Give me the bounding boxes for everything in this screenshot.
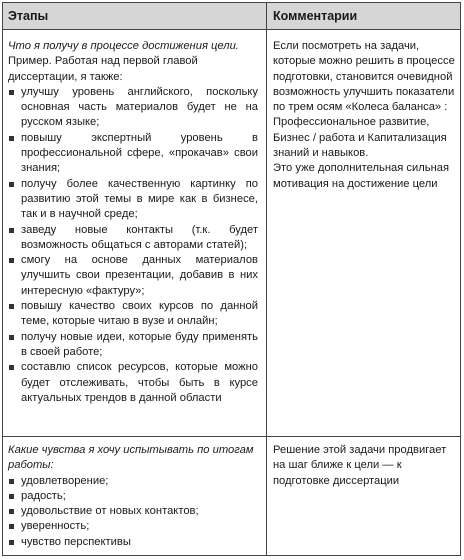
list-item <box>8 504 258 519</box>
header-stages: Этапы <box>8 9 49 23</box>
list-item <box>8 131 258 177</box>
row1-comment-1: Если посмотреть на задачи, которые можно решить в процессе подготовки, становится очевидной возможность улучшить показатели по трем осям «Колеса баланса» : Профессиональное развитие, Бизнес / работа и Капитализация знаний и навыков. <box>273 40 455 160</box>
table-header <box>3 3 460 30</box>
list-item-text: получу новые идеи, которые буду применять в своей работе; <box>21 330 258 358</box>
header-comments: Комментарии <box>273 9 358 23</box>
list-item-text: чувство перспективы <box>21 535 131 548</box>
list-item <box>8 360 258 406</box>
list-item-text: заведу новые контакты (т.к. будет возможность общаться с авторами статей); <box>21 223 258 251</box>
square-bullet-icon <box>9 335 14 340</box>
list-item-text: получу более качественную картинку по развитию этой темы в мире как в бизнесе, так и в научной среде; <box>21 177 258 221</box>
list-item <box>8 85 258 131</box>
row-divider <box>3 436 460 437</box>
list-item-text: улучшу уровень английского, поскольку основная часть материалов будет не на русском языке; <box>21 85 258 129</box>
list-item-text: удовольствие от новых контактов; <box>21 505 199 518</box>
list-item <box>8 330 258 361</box>
row2-intro-italic: Какие чувства я хочу испытывать по итогам работы: <box>8 444 254 472</box>
list-item <box>8 299 258 330</box>
list-item <box>8 177 258 223</box>
row2-comment-cell <box>273 443 455 489</box>
row1-comment-cell <box>273 39 455 192</box>
row2-feelings-list <box>8 474 258 550</box>
row2-comment: Решение этой задачи продвигает на шаг ближе к цели — к подготовке диссертации <box>273 444 447 487</box>
stages-comments-table <box>2 2 461 556</box>
row2-stages-cell <box>8 443 258 550</box>
row1-benefit-list <box>8 85 258 406</box>
square-bullet-icon <box>9 304 14 309</box>
list-item <box>8 535 258 550</box>
list-item-text: радость; <box>21 489 66 502</box>
list-item-text: удовлетворение; <box>21 474 109 487</box>
square-bullet-icon <box>9 228 14 233</box>
list-item-text: составлю список ресурсов, которые можно будет отслеживать, чтобы быть в курсе актуальных трендов в данной области <box>21 361 258 404</box>
square-bullet-icon <box>9 494 14 499</box>
square-bullet-icon <box>9 182 14 187</box>
square-bullet-icon <box>9 258 14 263</box>
list-item-text: повышу экспертный уровень в профессиональной сфере, «прокачав» свои знания; <box>21 131 258 175</box>
list-item-text: уверенность; <box>21 520 90 533</box>
list-item <box>8 223 258 254</box>
row1-intro-text: Пример. Работая над первой главой диссертации, я также: <box>8 55 198 83</box>
row1-intro-italic: Что я получу в процессе достижения цели. <box>8 40 239 52</box>
list-item <box>8 489 258 504</box>
row1-comment-2: Это уже дополнительная сильная мотивация на достижение цели <box>273 162 450 190</box>
square-bullet-icon <box>9 524 14 529</box>
row1-stages-cell <box>8 39 258 406</box>
square-bullet-icon <box>9 479 14 484</box>
square-bullet-icon <box>9 509 14 514</box>
square-bullet-icon <box>9 365 14 370</box>
column-divider <box>266 3 267 555</box>
list-item-text: повышу качество своих курсов по данной теме, которые читаю в вузе и онлайн; <box>21 300 258 328</box>
list-item <box>8 519 258 534</box>
square-bullet-icon <box>9 540 14 545</box>
square-bullet-icon <box>9 136 14 141</box>
list-item <box>8 253 258 299</box>
list-item-text: смогу на основе данных материалов улучшить свои презентации, добавив в них интересную «фактуру»; <box>21 254 258 297</box>
list-item <box>8 474 258 489</box>
square-bullet-icon <box>9 90 14 95</box>
